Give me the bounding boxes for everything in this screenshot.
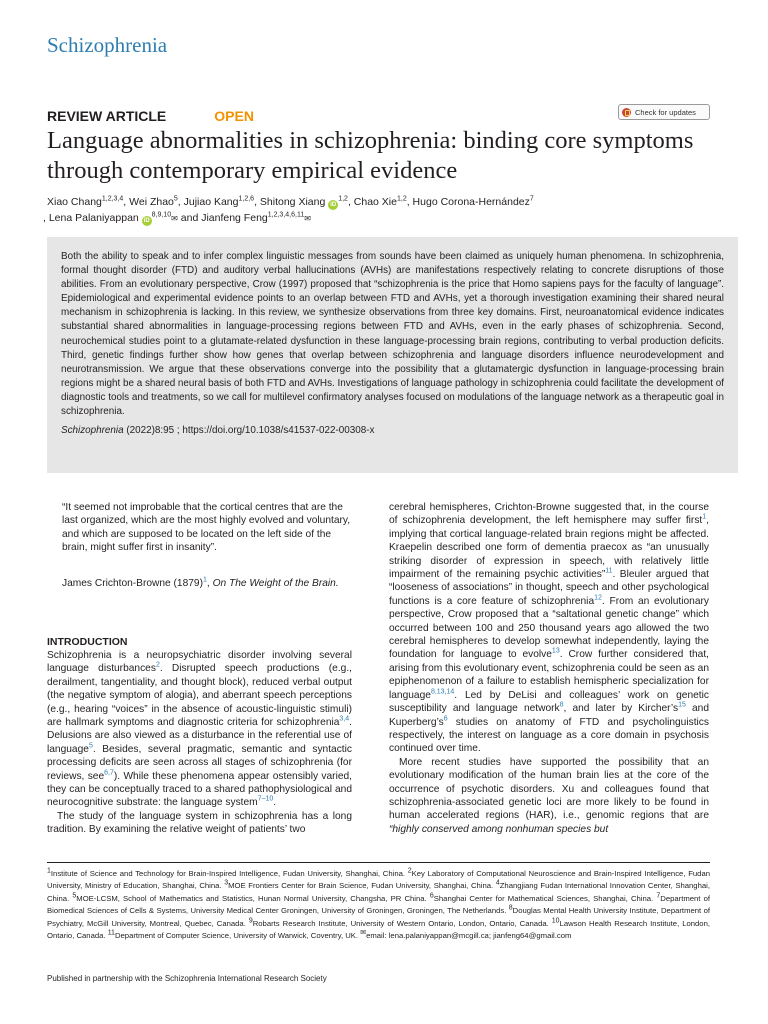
paragraph: More recent studies have supported the possibility that an evolutionary modification of the human brain lies at the core of the occurrence of psychotic disorders. Xu and colleagues found that schizophrenia-associated genetic loci are more likely to be found in human accelerated regions (HAR), i.e., genomic regions that are “highly conserved among nonhuman species but	[389, 756, 709, 835]
epigraph-source	[62, 578, 392, 589]
affil-text: MOE-LCSM, School of Mathematics and Statistics, Hunan Normal University, Changsha, PR China.	[76, 893, 430, 903]
reference-link[interactable]: 6,7	[104, 769, 114, 777]
reference-link[interactable]: 11	[605, 567, 613, 575]
affil-text: Zhangjiang Fudan International Innovation Center, Shanghai, China.	[47, 881, 710, 903]
abstract-text: Both the ability to speak and to infer complex linguistic messages from sounds have been claimed as uniquely human phenomena. In schizophrenia, formal thought disorder (FTD) and auditory verbal hallucinations (AVHs) are manifestations respectively relating to concrete disruptions of those abilities. From an evolutionary perspective, Crow (1997) proposed that “schizophrenia is the price that Homo sapiens pays for the faculty of language”. Epidemiological and experimental evidence points to an overlap between FTD and AVHs, yet a thorough investigation examining their shared neural mechanism in schizophrenia is lacking. In this review, we synthesize observations from three key domains. First, neuroanatomical evidence indicates substantial shared abnormalities in language-processing regions between FTD and AVHs, even in the early phases of schizophrenia. Second, neurochemical studies point to a glutamate-related dysfunction in these language-processing brain regions, contributing to verbal production deficits. Third, genetic findings further show how genes that overlap between schizophrenia and language disorders influence neurodevelopment and neurotransmission. We argue that these observations converge into the possibility that a glutamatergic dysfunction in language-processing brain regions might be a shared neural basis of both FTD and AVHs. Investigations of language pathology in schizophrenia could facilitate the development of diagnostic tools and treatments, so we call for multilevel confirmatory analyses focused on modulations of the language network as a therapeutic goal in schizophrenia.	[61, 251, 724, 418]
author-list	[43, 194, 737, 227]
affil-marker: 9	[248, 917, 253, 925]
orcid-icon[interactable]: iD	[143, 218, 150, 224]
affil-marker: 8	[508, 904, 513, 912]
check-for-updates-button[interactable]	[618, 104, 710, 120]
envelope-icon[interactable]: ✉	[304, 214, 311, 223]
affil-text: Key Laboratory of Computational Neuroscience and Brain-Inspired Intelligence, Fudan University, Ministry of Education, Shanghai, China.	[47, 869, 710, 891]
paragraph: cerebral hemispheres, Crichton-Browne suggested that, in the course of schizophrenia development, the left hemisphere may suffer first$^1$, implying that cortical language-related brain regions might be affected. Kraepelin described one form of dementia praecox as “an unusually striking disorder of expression in speech, with relatively little impairment of the remaining psychic activities”$^{11}$. Bleuler argued that “looseness of associations” in thought, speech and other psychological functions is a core feature of schizophrenia$^{12}$. From an evolutionary perspective, Crow proposed that a “saltational genetic change” which occurred between 100 and 250 thousand years ago allowed the two cerebral hemispheres to develop somewhat independently, laying the foundation for language to evolve$^{13}$. Crow further considered that, arising from this evolutionary event, schizophrenia could be seen as an epiphenomenon of a failure to establish hemispheric specialization for language$^{8,13,14}$. Led by DeLisi and colleagues’ work on genetic susceptibility and language network$^8$, and later by Kircher’s$^{15}$ and Kuperberg’s$^6$ studies on anatomy of FTD and psycholinguistics respectively, the interest on language as a core domain in psychosis continued over time.	[389, 502, 710, 755]
author-affiliation-ref[interactable]: 1,2,6	[238, 195, 255, 203]
reference-link[interactable]: 5	[88, 742, 93, 750]
affil-text: MOE Frontiers Center for Brain Science, Fudan University, Shanghai, China.	[228, 881, 496, 891]
author-affiliation-ref[interactable]: 1,2	[338, 195, 348, 203]
reference-link[interactable]: 8	[559, 701, 564, 709]
affil-text: Shanghai Center for Mathematical Sciences, Shanghai, China.	[433, 893, 657, 903]
left-column-body	[47, 649, 352, 837]
reference-link[interactable]: 3,4	[339, 715, 350, 723]
author-affiliation-ref[interactable]: 1,2,3,4	[101, 195, 124, 203]
author-affiliation-ref[interactable]: 7	[529, 195, 534, 203]
reference-link[interactable]: 2	[155, 662, 160, 670]
article-type: REVIEW ARTICLE	[47, 108, 167, 124]
author-name[interactable]: , Shitong Xiang	[254, 196, 329, 208]
abstract-box	[47, 237, 738, 473]
citation-doi[interactable]: (2022)8:95 ; https://doi.org/10.1038/s41537-022-00308-x	[123, 425, 375, 437]
epigraph-separator: ,	[206, 578, 213, 589]
affiliations	[47, 868, 710, 942]
footnote-divider	[47, 862, 710, 863]
footer-note: Published in partnership with the Schizophrenia International Research Society	[47, 974, 327, 983]
epigraph-author: James Crichton-Browne (1879)	[62, 578, 203, 589]
affil-text: Department of Biomedical Sciences of Cells & Systems, University Medical Center Groningen, University of Groningen, Groningen, The Netherlands.	[47, 893, 711, 916]
article-kicker	[47, 108, 254, 124]
paragraph: Schizophrenia is a neuropsychiatric disorder involving several language disturbances$^2$. Disrupted speech productions (e.g., derailment, tangentiality, and thought block), reduced verbal output (the negative symptom of alogia), and aberrant speech perceptions (e.g., hearing “voices” in the absence of acoustic-linguistic stimuli) are hallmark symptoms and diagnostic criteria for schizophrenia$^{3,4}$. Delusions are also viewed as a disturbance in the referential use of language$^5$. Besides, several pragmatic, semantic and syntactic processing deficits are seen across all stages of schizophrenia (for reviews, see$^{6,7}$). While these phenomena appear ostensibly varied, they can be conceptually traced to a shared pathophysiological and neurocognitive substrate: the language system$^{7-10}$.	[47, 650, 352, 809]
reference-link[interactable]: 12	[594, 594, 602, 602]
reference-link[interactable]: 15	[678, 701, 686, 709]
affil-marker: 1	[47, 867, 51, 875]
affil-text: Department of Computer Science, University of Warwick, Coventry, UK.	[114, 931, 361, 941]
author-name[interactable]: and Jianfeng Feng	[177, 212, 268, 224]
epigraph-quote: “It seemed not improbable that the cortical centres that are the last organized, which are the most highly evolved and voluntary, and which are supposed to be located on the left side of the brain, might suffer first in insanity”.	[62, 502, 351, 554]
section-heading-introduction: INTRODUCTION	[47, 636, 128, 648]
citation-journal: Schizophrenia	[61, 425, 124, 437]
author-name[interactable]: , Hugo Corona-Hernández	[406, 196, 530, 208]
right-column-body	[389, 501, 709, 836]
paragraph: The study of the language system in schizophrenia has a long tradition. By examining the relative weight of patients’ two	[47, 810, 352, 836]
reference-link[interactable]: 1	[702, 514, 707, 522]
affil-marker: 10	[551, 917, 560, 925]
author-affiliation-ref[interactable]: 1,2,3,4,6,11	[267, 211, 305, 219]
affil-text: Robarts Research Institute, University of Western Ontario, London, Ontario, Canada.	[252, 918, 552, 928]
orcid-icon[interactable]: iD	[330, 202, 337, 208]
reference-link[interactable]: 8,13,14	[430, 688, 455, 696]
author-name[interactable]: , Jujiao Kang	[177, 196, 239, 208]
check-updates-label: Check for updates	[635, 107, 696, 117]
author-affiliation-ref[interactable]: 8,9,10	[151, 211, 172, 219]
reference-link[interactable]: 1	[202, 576, 207, 584]
affil-marker: 7	[656, 892, 661, 900]
affil-marker: 2	[407, 867, 412, 875]
affil-text: Lawson Health Research Institute, London, Ontario, Canada.	[47, 918, 710, 941]
epigraph-book: On The Weight of the Brain.	[212, 578, 339, 589]
affil-marker: 5	[72, 892, 77, 900]
author-affiliation-ref[interactable]: 5	[173, 195, 178, 203]
affil-marker: 4	[495, 879, 500, 887]
email-icon: ✉	[360, 929, 367, 937]
reference-link[interactable]: 13	[551, 648, 560, 656]
envelope-icon[interactable]: ✉	[171, 214, 178, 223]
author-name[interactable]: Xiao Chang	[47, 196, 102, 208]
reference-link[interactable]: 7–10	[257, 796, 274, 804]
author-affiliation-ref[interactable]: 1,2	[396, 195, 407, 203]
reference-link[interactable]: 6	[443, 715, 448, 723]
author-name[interactable]: , Chao Xie	[347, 196, 397, 208]
journal-name[interactable]: Schizophrenia	[47, 33, 168, 57]
open-access-label: OPEN	[214, 108, 254, 124]
citation-line	[61, 424, 724, 438]
affil-text: Institute of Science and Technology for Brain-Inspired Intelligence, Fudan University, Shanghai, China.	[50, 869, 408, 878]
affil-text: Douglas Mental Health University Institute, Department of Psychiatry, McGill University, Montreal, Quebec, Canada.	[47, 906, 710, 928]
affil-marker: 6	[429, 892, 434, 900]
email-link[interactable]: email: lena.palaniyappan@mcgill.ca; jianfeng64@gmail.com	[366, 931, 572, 941]
check-updates-icon	[622, 108, 631, 117]
author-name[interactable]: , Wei Zhao	[123, 196, 174, 208]
affil-marker: 3	[224, 879, 229, 887]
article-title: Language abnormalities in schizophrenia: binding core symptoms through contemporary empirical evidence	[47, 127, 694, 184]
affil-marker: 11	[107, 929, 115, 937]
author-name[interactable]: , Lena Palaniyappan	[43, 212, 142, 224]
